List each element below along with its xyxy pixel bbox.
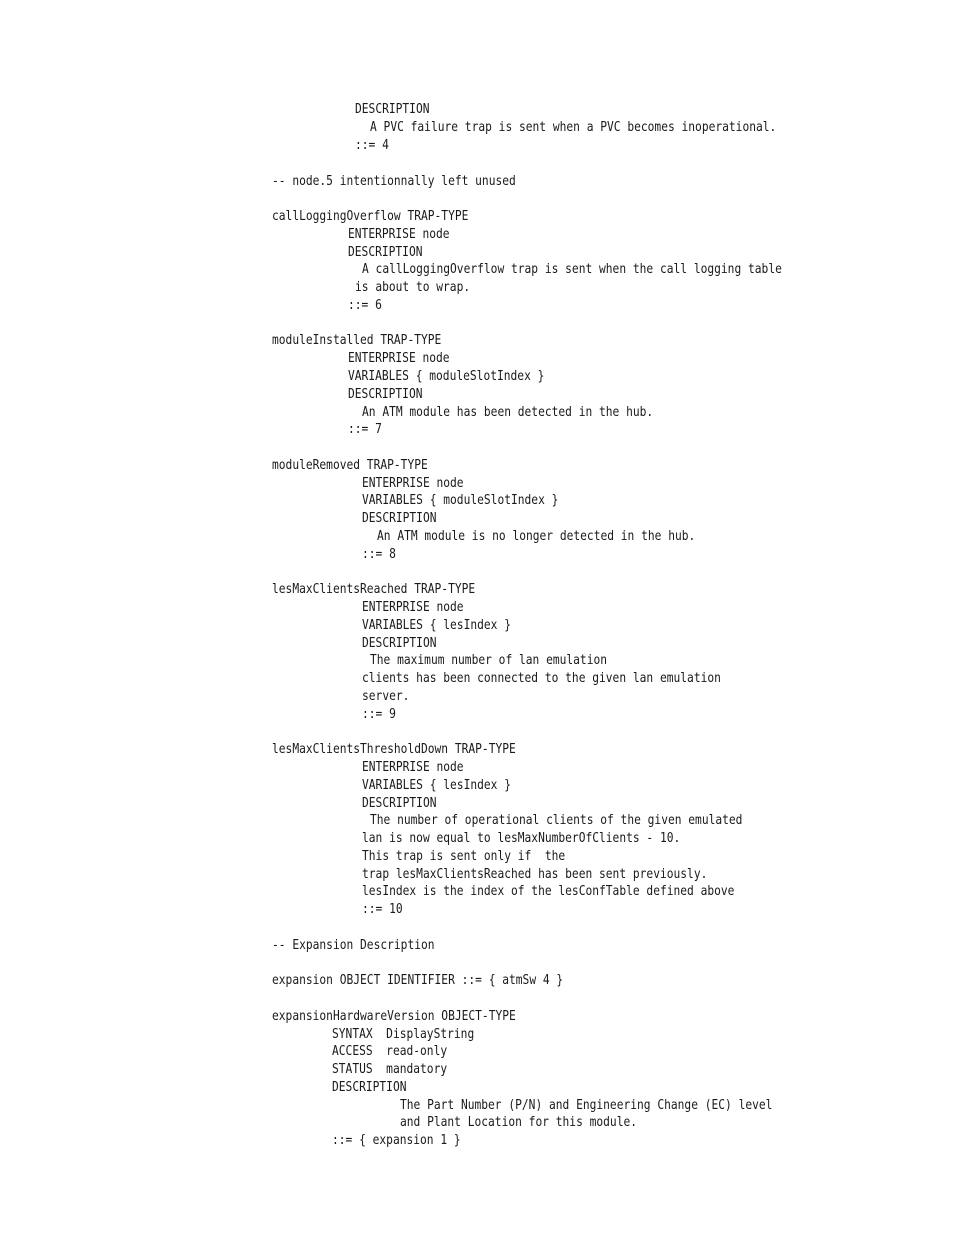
code-line: is about to wrap.: [355, 280, 471, 295]
code-line: The maximum number of lan emulation: [370, 653, 608, 668]
code-line: ENTERPRISE node: [348, 351, 450, 366]
code-line: The Part Number (P/N) and Engineering Change (EC) level: [400, 1098, 773, 1113]
code-line: and Plant Location for this module.: [400, 1115, 638, 1130]
code-line: ::= 8: [362, 547, 396, 562]
code-line: moduleRemoved TRAP-TYPE: [272, 458, 428, 473]
code-line: lesMaxClientsReached TRAP-TYPE: [272, 582, 476, 597]
code-line: expansion OBJECT IDENTIFIER ::= { atmSw 4 }: [272, 973, 564, 988]
code-line: ::= 7: [348, 422, 382, 437]
code-line: DESCRIPTION: [348, 245, 423, 260]
code-line: STATUS mandatory: [332, 1062, 448, 1077]
code-line: server.: [362, 689, 410, 704]
code-line: VARIABLES { moduleSlotIndex }: [362, 493, 559, 508]
code-line: -- node.5 intentionnally left unused: [272, 174, 516, 189]
code-line: moduleInstalled TRAP-TYPE: [272, 333, 442, 348]
code-line: DESCRIPTION: [332, 1080, 407, 1095]
code-line: callLoggingOverflow TRAP-TYPE: [272, 209, 469, 224]
code-line: SYNTAX DisplayString: [332, 1027, 475, 1042]
code-line: clients has been connected to the given lan emulation: [362, 671, 721, 686]
code-line: The number of operational clients of the given emulated: [370, 813, 743, 828]
code-line: lan is now equal to lesMaxNumberOfClients - 10.: [362, 831, 681, 846]
code-line: DESCRIPTION: [362, 636, 437, 651]
code-line: This trap is sent only if the: [362, 849, 566, 864]
code-line: ::= 4: [355, 138, 389, 153]
code-line: DESCRIPTION: [362, 511, 437, 526]
code-line: trap lesMaxClientsReached has been sent previously.: [362, 867, 708, 882]
code-line: ENTERPRISE node: [362, 760, 464, 775]
code-line: DESCRIPTION: [362, 796, 437, 811]
code-line: ENTERPRISE node: [362, 600, 464, 615]
code-line: An ATM module has been detected in the hub.: [362, 405, 654, 420]
code-line: -- Expansion Description: [272, 938, 435, 953]
code-line: lesMaxClientsThresholdDown TRAP-TYPE: [272, 742, 516, 757]
code-line: A callLoggingOverflow trap is sent when the call logging table: [362, 262, 782, 277]
code-line: ACCESS read-only: [332, 1044, 448, 1059]
code-line: VARIABLES { lesIndex }: [362, 778, 511, 793]
code-line: lesIndex is the index of the lesConfTable defined above: [362, 884, 735, 899]
code-line: ::= 10: [362, 902, 403, 917]
code-line: ENTERPRISE node: [348, 227, 450, 242]
code-line: An ATM module is no longer detected in the hub.: [377, 529, 696, 544]
code-line: ::= 6: [348, 298, 382, 313]
code-line: DESCRIPTION: [348, 387, 423, 402]
code-line: ENTERPRISE node: [362, 476, 464, 491]
code-line: DESCRIPTION: [355, 102, 430, 117]
code-line: A PVC failure trap is sent when a PVC becomes inoperational.: [370, 120, 777, 135]
code-line: VARIABLES { lesIndex }: [362, 618, 511, 633]
code-line: VARIABLES { moduleSlotIndex }: [348, 369, 545, 384]
code-line: ::= 9: [362, 707, 396, 722]
code-line: expansionHardwareVersion OBJECT-TYPE: [272, 1009, 516, 1024]
code-line: ::= { expansion 1 }: [332, 1133, 461, 1148]
